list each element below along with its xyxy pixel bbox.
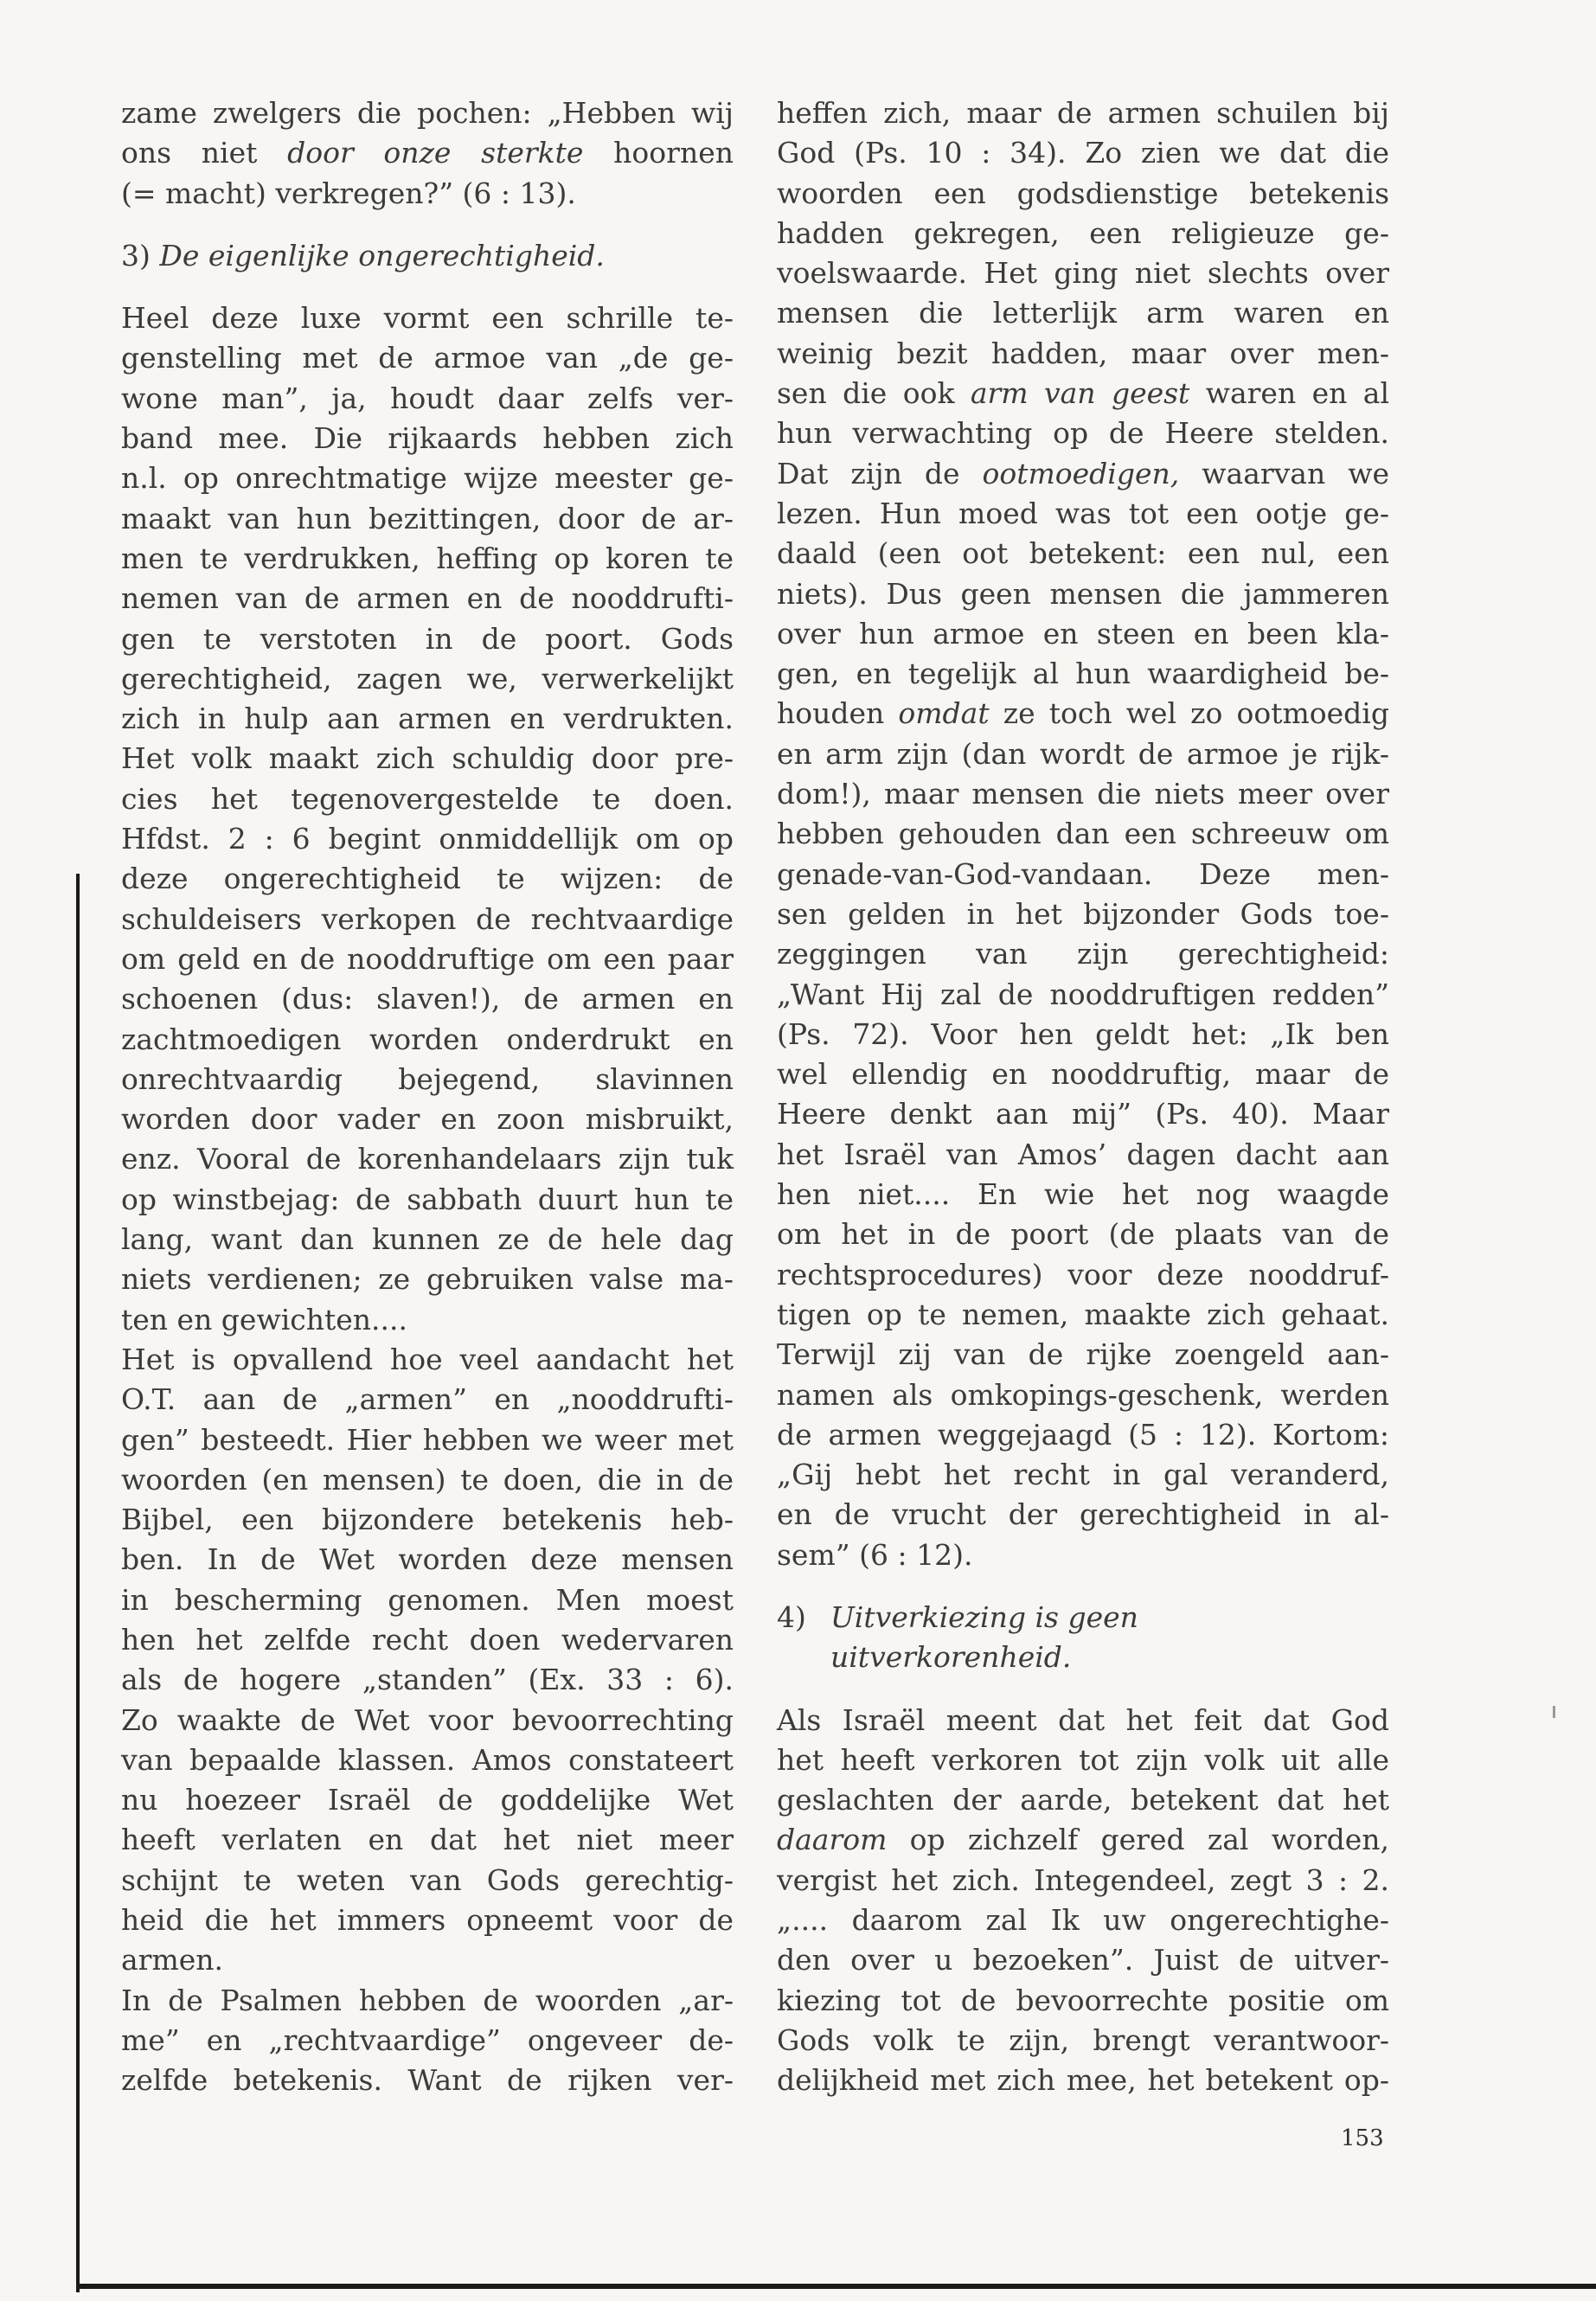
right-column-text-line: „.... daarom zal Ik uw ongerechtighe- <box>777 1903 1389 1938</box>
left-column-text-line: Hfdst. 2 : 6 begint onmiddellijk om op <box>121 822 734 856</box>
left-column-text-line: schuldeisers verkopen de rechtvaardige <box>121 901 734 936</box>
right-column-text-line: hebben gehouden dan een schreeuw om <box>777 817 1389 851</box>
left-column <box>121 93 734 2101</box>
right-column-text-line: Terwijl zij van de rijke zoengeld aan- <box>777 1337 1389 1372</box>
left-column-text-line: wone man”, ja, houdt daar zelfs ver- <box>121 381 734 415</box>
right-column-text-line: zeggingen van zijn gerechtigheid: <box>777 937 1389 971</box>
right-column-text-line: 4) Uitverkiezing is geen <box>777 1599 1138 1634</box>
left-column-text-line: cies het tegenovergestelde te doen. <box>121 781 734 816</box>
right-column-text-line: namen als omkopings-geschenk, werden <box>777 1377 1389 1412</box>
left-column-text-line: maakt van hun bezittingen, door de ar- <box>121 501 734 535</box>
left-column-text-line: Het is opvallend hoe veel aandacht het <box>121 1342 734 1376</box>
right-column-text-line: het heeft verkoren tot zijn volk uit alle <box>777 1742 1389 1777</box>
right-column-text-line: voelswaarde. Het ging niet slechts over <box>777 256 1389 291</box>
right-column-text-line: om het in de poort (de plaats van de <box>777 1217 1389 1252</box>
paragraph-gap <box>777 1678 1389 1701</box>
paragraph-gap <box>121 214 734 236</box>
left-column-text-line: zame zwelgers die pochen: „Hebben wij <box>121 96 734 130</box>
left-column-text-line: ten en gewichten.... <box>121 1302 407 1336</box>
left-column-text-line: hen het zelfde recht doen wedervaren <box>121 1622 734 1657</box>
right-column-text-line: dom!), maar mensen die niets meer over <box>777 777 1389 811</box>
left-column-text-line: gerechtigheid, zagen we, verwerkelijkt <box>121 661 734 695</box>
left-column-text-line: schijnt te weten van Gods gerechtig- <box>121 1862 734 1897</box>
right-column-text-line: genade-van-God-vandaan. Deze men- <box>777 856 1389 891</box>
left-column-text-line: n.l. op onrechtmatige wijze meester ge- <box>121 461 734 496</box>
left-column-text-line: ben. In de Wet worden deze mensen <box>121 1542 734 1577</box>
right-column <box>777 93 1389 2101</box>
right-column-text-line: vergist het zich. Integendeel, zegt 3 : 2. <box>777 1862 1389 1897</box>
right-column-text-line: de armen weggejaagd (5 : 12). Kortom: <box>777 1417 1389 1452</box>
left-column-text-line: me” en „rechtvaardige” ongeveer de- <box>121 2022 734 2057</box>
left-column-text-line: op winstbejag: de sabbath duurt hun te <box>121 1182 734 1216</box>
left-column-text-line: als de hogere „standen” (Ex. 33 : 6). <box>121 1663 734 1697</box>
right-column-text-line: den over u bezoeken”. Juist de uitver- <box>777 1943 1389 1977</box>
right-column-text-line: mensen die letterlijk arm waren en <box>777 296 1389 330</box>
right-column-text-line: Heere denkt aan mij” (Ps. 40). Maar <box>777 1097 1389 1131</box>
left-column-text-line: 3) De eigenlijke ongerechtigheid. <box>121 238 605 272</box>
left-column-text-line: genstelling met de armoe van „de ge- <box>121 341 734 375</box>
right-column-text-line: daald (een oot betekent: een nul, een <box>777 536 1389 571</box>
right-column-text-line: delijkheid met zich mee, het betekent op- <box>777 2063 1389 2098</box>
right-column-text-line: Dat zijn de ootmoedigen, waarvan we <box>777 456 1389 490</box>
left-column-text-line: gen te verstoten in de poort. Gods <box>121 621 734 656</box>
left-column-text-line: (= macht) verkregen?” (6 : 13). <box>121 176 576 210</box>
page-number: 153 <box>1341 2125 1384 2151</box>
right-column-text-line: gen, en tegelijk al hun waardigheid be- <box>777 657 1389 691</box>
left-column-text-line: woorden (en mensen) te doen, die in de <box>121 1462 734 1497</box>
left-column-text-line: van bepaalde klassen. Amos constateert <box>121 1742 734 1777</box>
left-column-text-line: O.T. aan de „armen” en „nooddrufti- <box>121 1382 734 1417</box>
left-column-text-line: heid die het immers opneemt voor de <box>121 1903 734 1938</box>
right-column-text-line: en arm zijn (dan wordt de armoe je rijk- <box>777 736 1389 771</box>
right-column-text-line: Gods volk te zijn, brengt verantwoor- <box>777 2022 1389 2057</box>
right-column-text-line: sen gelden in het bijzonder Gods toe- <box>777 896 1389 931</box>
left-column-text-line: zelfde betekenis. Want de rijken ver- <box>121 2063 734 2098</box>
left-column-text-line: Heel deze luxe vormt een schrille te- <box>121 301 734 336</box>
left-column-text-line: onrechtvaardig bejegend, slavinnen <box>121 1061 734 1096</box>
left-column-text-line: lang, want dan kunnen ze de hele dag <box>121 1222 734 1257</box>
right-column-text-line: Als Israël meent dat het feit dat God <box>777 1702 1389 1737</box>
right-column-text-line: „Gij hebt het recht in gal veranderd, <box>777 1458 1389 1492</box>
right-column-text-line: heffen zich, maar de armen schuilen bij <box>777 96 1389 130</box>
left-column-text-line: enz. Vooral de korenhandelaars zijn tuk <box>121 1142 734 1176</box>
right-column-text-line: weinig bezit hadden, maar over men- <box>777 336 1389 370</box>
left-column-text-line: In de Psalmen hebben de woorden „ar- <box>121 1983 734 2017</box>
left-column-text-line: band mee. Die rijkaards hebben zich <box>121 421 734 456</box>
left-column-text-line: nemen van de armen en de nooddrufti- <box>121 581 734 616</box>
right-column-text-line: kiezing tot de bevoorrechte positie om <box>777 1983 1389 2017</box>
left-column-text-line: om geld en de nooddruftige om een paar <box>121 941 734 976</box>
left-column-text-line: schoenen (dus: slaven!), de armen en <box>121 982 734 1016</box>
scan-border-bottom <box>76 2284 1596 2289</box>
right-column-text-line: sen die ook arm van geest waren en al <box>777 376 1389 411</box>
left-column-text-line: nu hoezeer Israël de goddelijke Wet <box>121 1783 734 1817</box>
right-column-text-line: woorden een godsdienstige betekenis <box>777 176 1389 210</box>
left-column-text-line: worden door vader en zoon misbruikt, <box>121 1102 734 1137</box>
right-column-text-line: daarom op zichzelf gered zal worden, <box>777 1823 1389 1857</box>
right-column-text-line: God (Ps. 10 : 34). Zo zien we dat die <box>777 136 1389 170</box>
right-column-text-line: „Want Hij zal de nooddruftigen redden” <box>777 977 1389 1011</box>
left-column-text-line: Bijbel, een bijzondere betekenis heb- <box>121 1503 734 1537</box>
right-column-text-line: hadden gekregen, een religieuze ge- <box>777 215 1389 250</box>
left-column-text-line: gen” besteedt. Hier hebben we weer met <box>121 1422 734 1457</box>
right-column-text-line: lezen. Hun moed was tot een ootje ge- <box>777 496 1389 530</box>
paragraph-gap <box>121 276 734 298</box>
left-column-text-line: zich in hulp aan armen en verdrukten. <box>121 702 734 736</box>
right-column-text-line: over hun armoe en steen en been kla- <box>777 616 1389 651</box>
right-column-text-line: uitverkorenheid. <box>830 1640 1072 1675</box>
right-column-text-line: houden omdat ze toch wel zo ootmoedig <box>777 696 1389 731</box>
left-column-text-line: men te verdrukken, heffing op koren te <box>121 541 734 575</box>
right-column-text-line: geslachten der aarde, betekent dat het <box>777 1783 1389 1817</box>
left-column-text-line: heeft verlaten en dat het niet meer <box>121 1823 734 1857</box>
scan-mark <box>1553 1706 1555 1718</box>
right-column-text-line: sem” (6 : 12). <box>777 1537 973 1572</box>
right-column-text-line: rechtsprocedures) voor deze nooddruf- <box>777 1257 1389 1292</box>
left-column-text-line: Zo waakte de Wet voor bevoorrechting <box>121 1702 734 1737</box>
left-column-text-line: armen. <box>121 1943 224 1977</box>
scan-border-left <box>76 874 80 2292</box>
right-column-text-line: het Israël van Amos’ dagen dacht aan <box>777 1137 1389 1171</box>
left-column-text-line: ons niet door onze sterkte hoornen <box>121 136 734 170</box>
right-column-text-line: wel ellendig en nooddruftig, maar de <box>777 1057 1389 1092</box>
right-column-text-line: tigen op te nemen, maakte zich gehaat. <box>777 1297 1389 1331</box>
right-column-text-line: (Ps. 72). Voor hen geldt het: „Ik ben <box>777 1016 1389 1051</box>
left-column-text-line: in bescherming genomen. Men moest <box>121 1582 734 1617</box>
right-column-text-line: en de vrucht der gerechtigheid in al- <box>777 1497 1389 1532</box>
paragraph-gap <box>777 1575 1389 1598</box>
left-column-text-line: zachtmoedigen worden onderdrukt en <box>121 1022 734 1056</box>
right-column-text-line: hun verwachting op de Heere stelden. <box>777 416 1389 451</box>
left-column-text-line: niets verdienen; ze gebruiken valse ma- <box>121 1262 734 1297</box>
left-column-text-line: Het volk maakt zich schuldig door pre- <box>121 741 734 776</box>
right-column-text-line: niets). Dus geen mensen die jammeren <box>777 576 1389 611</box>
right-column-text-line: hen niet.... En wie het nog waagde <box>777 1177 1389 1212</box>
left-column-text-line: deze ongerechtigheid te wijzen: de <box>121 862 734 896</box>
